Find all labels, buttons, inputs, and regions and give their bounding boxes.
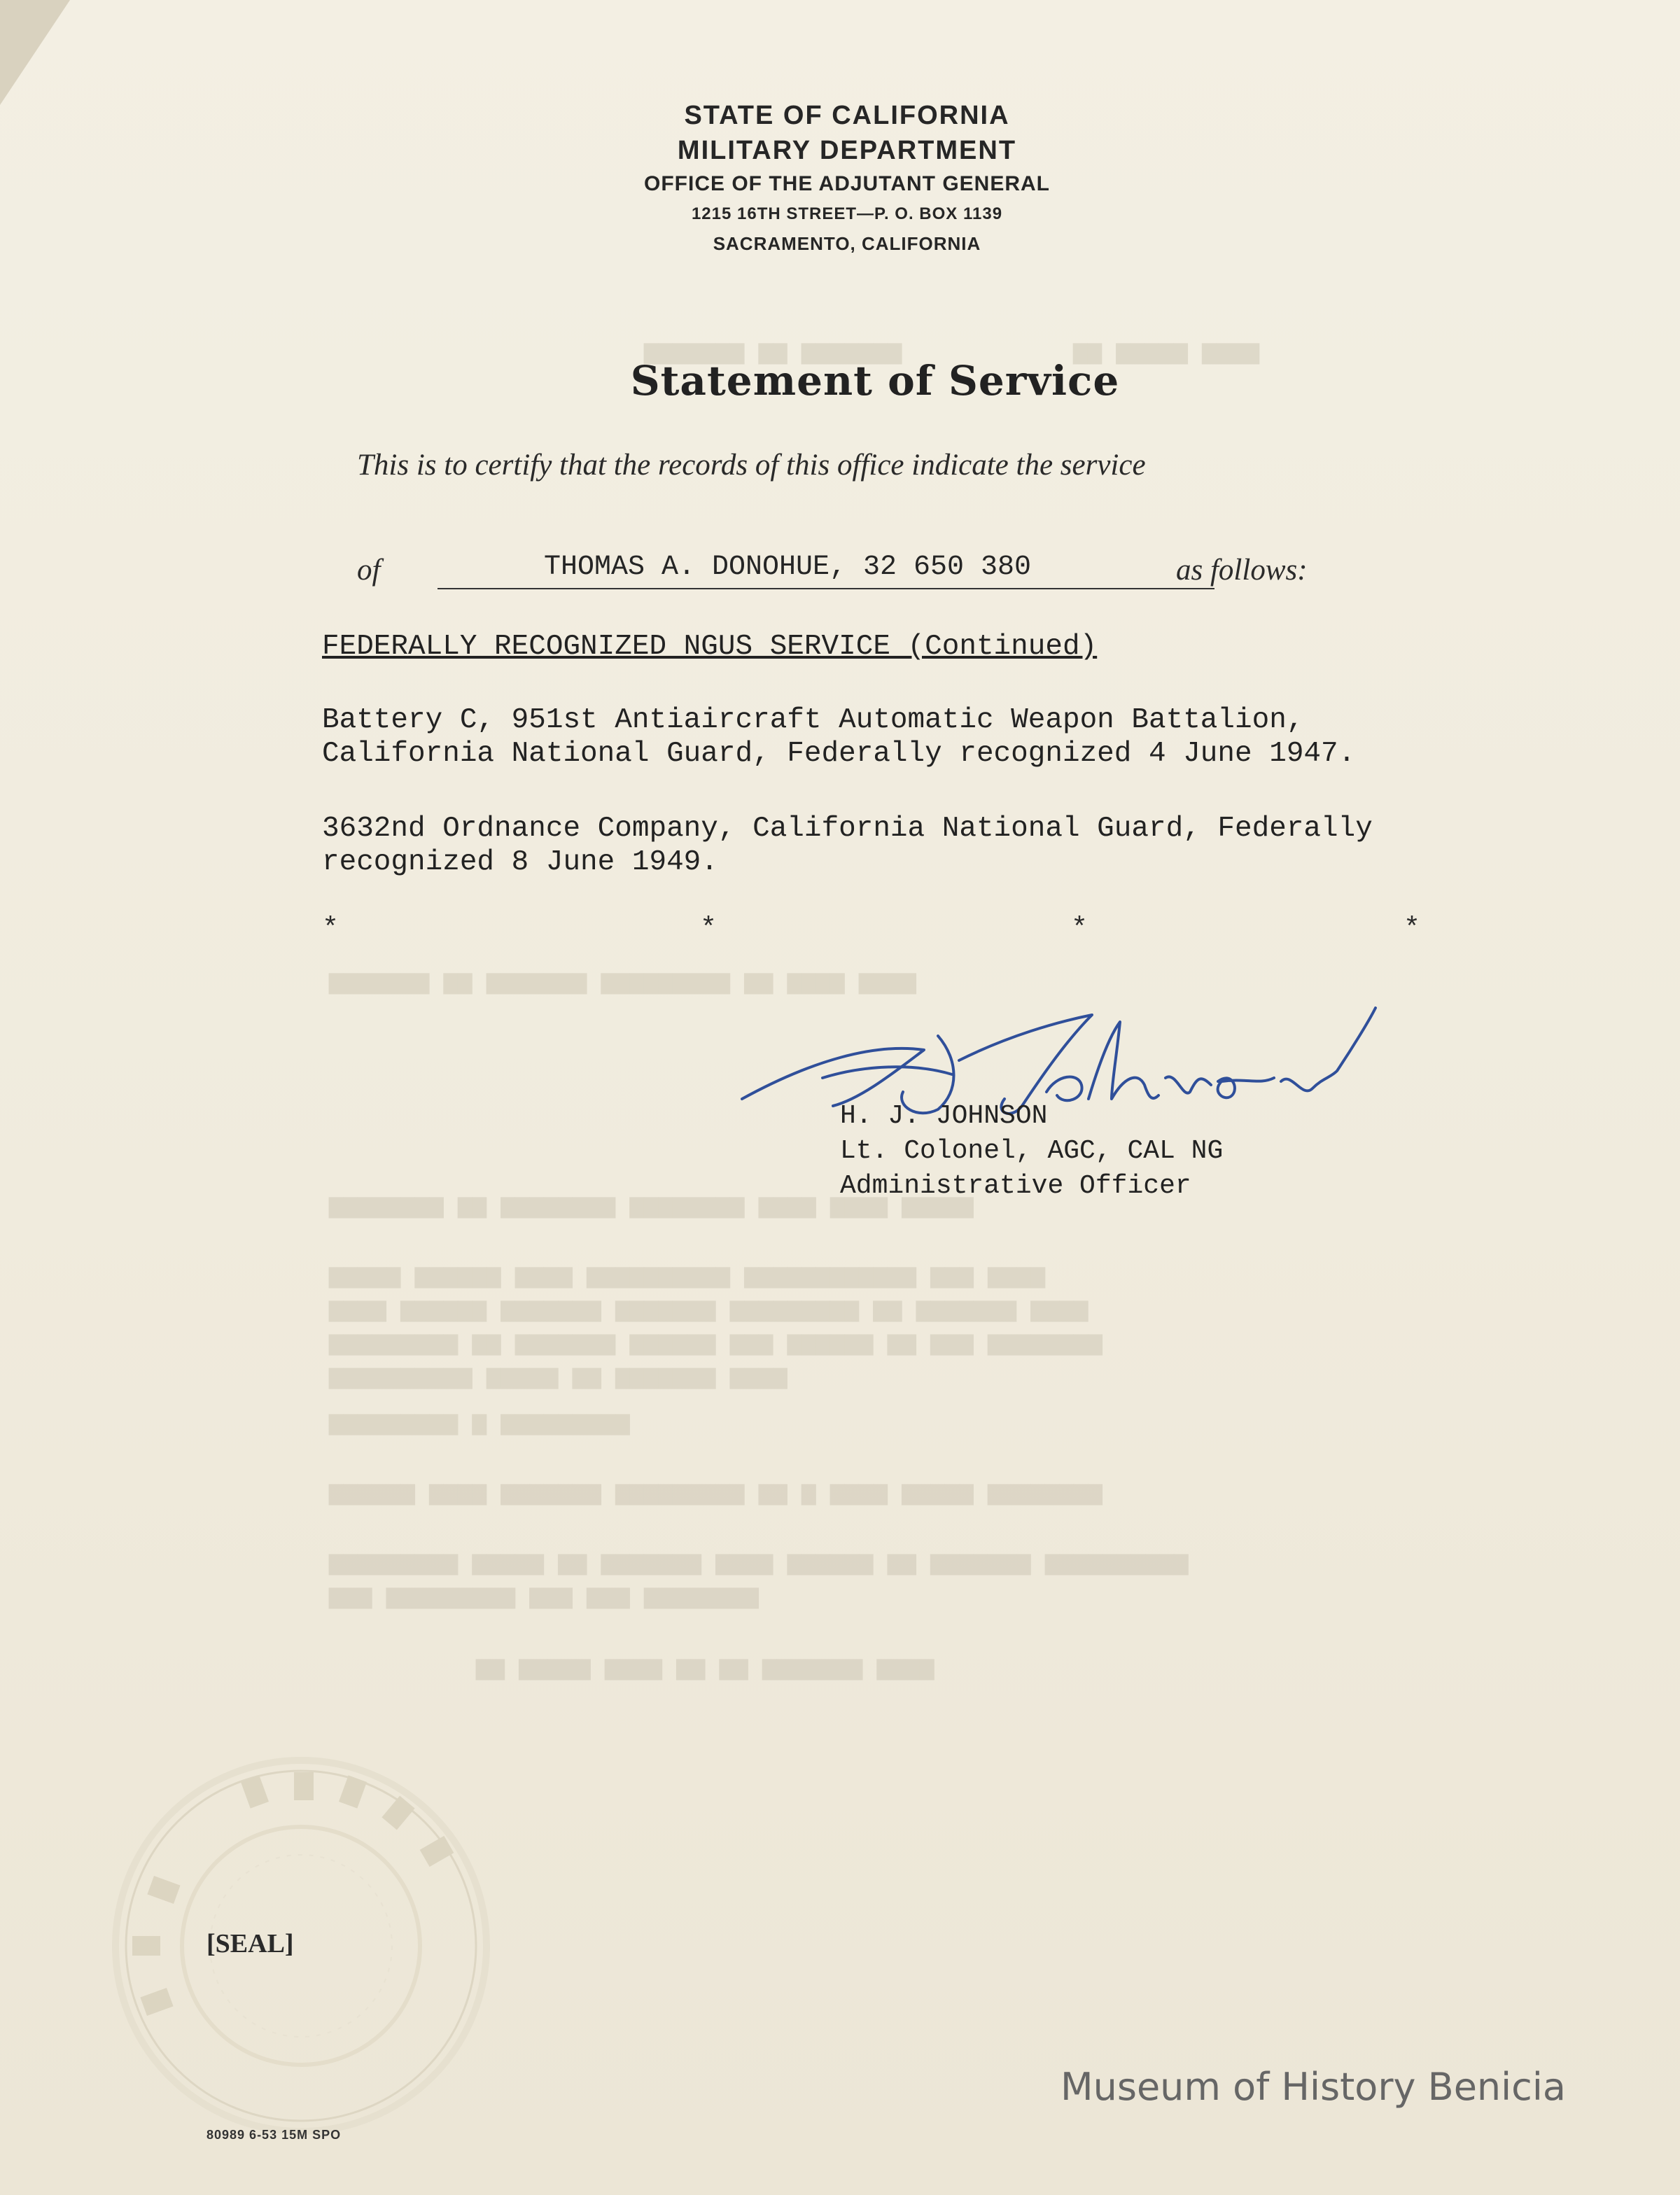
service-member-name: THOMAS A. DONOHUE, 32 650 380 xyxy=(543,552,1032,583)
signer-title: Administrative Officer xyxy=(840,1171,1191,1201)
section-heading: FEDERALLY RECOGNIZED NGUS SERVICE (Continued) xyxy=(322,631,1098,663)
letterhead-office: OFFICE OF THE ADJUTANT GENERAL xyxy=(644,172,1050,195)
document-title: Statement of Service xyxy=(630,357,1120,405)
asterisk: * xyxy=(1071,913,1088,945)
asterisk: * xyxy=(700,913,718,945)
form-number: 80989 6-53 15M SPO xyxy=(206,2128,342,2142)
separator-asterisks xyxy=(322,913,1428,948)
letterhead-address: 1215 16TH STREET—P. O. BOX 1139 xyxy=(691,204,1003,223)
seal-label: [SEAL] xyxy=(206,1929,294,1958)
bleed-through-text-3: ▆▆▆▆▆▆▆▆ ▆▆ ▆▆▆▆▆▆▆▆ ▆▆▆▆▆▆▆▆ ▆▆▆▆ ▆▆▆▆ ▆▆▆▆▆ xyxy=(329,1193,974,1220)
name-underline xyxy=(438,588,1214,589)
folded-corner xyxy=(0,0,70,105)
service-entry-2: 3632nd Ordnance Company, California National Guard, Federally recognized 8 June 1949. xyxy=(322,813,1373,878)
bleed-through-text-8: ▆▆ ▆▆▆▆▆ ▆▆▆▆ ▆▆ ▆▆ ▆▆▆▆▆▆▆ ▆▆▆▆ xyxy=(476,1655,934,1682)
bleed-through-text-4: ▆▆▆▆▆ ▆▆▆▆▆▆ ▆▆▆▆ ▆▆▆▆▆▆▆▆▆▆ ▆▆▆▆▆▆▆▆▆▆▆▆ ▆▆▆ ▆▆▆▆ ▆▆▆▆ ▆▆▆▆▆▆ ▆▆▆▆▆▆▆ ▆▆▆▆▆▆▆ ▆▆▆▆▆▆▆▆▆ ▆▆ ▆▆▆▆▆▆▆ ▆▆▆▆ ▆▆▆▆▆▆▆▆▆ ▆▆ ▆▆▆▆▆▆▆ ▆▆▆▆▆▆ ▆▆▆ ▆▆▆▆▆▆ ▆▆ ▆▆▆ ▆▆▆▆▆▆▆▆ ▆▆▆▆▆▆▆▆▆▆ ▆▆▆▆▆ ▆▆ ▆▆▆▆▆▆▆ ▆▆▆▆ xyxy=(329,1263,1102,1391)
bleed-through-text: ▆▆▆▆▆▆▆ ▆▆ ▆▆▆▆▆▆▆ ▆▆ ▆▆▆▆▆ ▆▆▆▆ xyxy=(644,339,1260,366)
museum-watermark: Museum of History Benicia xyxy=(1060,2065,1566,2109)
letterhead-department: MILITARY DEPARTMENT xyxy=(677,136,1017,165)
asterisk: * xyxy=(1404,913,1421,945)
of-label: of xyxy=(357,554,381,587)
service-member-line xyxy=(357,553,1351,595)
certification-statement: This is to certify that the records of this office indicate the service xyxy=(357,449,1146,482)
signature-block xyxy=(840,1099,1223,1204)
embossed-seal xyxy=(105,1750,497,2142)
service-entry-1: Battery C, 951st Antiaircraft Automatic Weapon Battalion, California National Guard, Federally recognized 4 June 1947. xyxy=(322,704,1356,770)
as-follows-label: as follows: xyxy=(1176,554,1308,587)
signer-rank: Lt. Colonel, AGC, CAL NG xyxy=(840,1136,1224,1166)
signer-name: H. J. JOHNSON xyxy=(840,1101,1048,1131)
letterhead-state: STATE OF CALIFORNIA xyxy=(684,101,1010,130)
bleed-through-text-2: ▆▆▆▆▆▆▆ ▆▆ ▆▆▆▆▆▆▆ ▆▆▆▆▆▆▆▆▆ ▆▆ ▆▆▆▆ ▆▆▆▆ xyxy=(329,969,916,996)
bleed-through-text-5: ▆▆▆▆▆▆▆▆▆ ▆ ▆▆▆▆▆▆▆▆▆ xyxy=(329,1410,630,1437)
asterisk: * xyxy=(322,913,340,945)
letterhead xyxy=(532,98,1162,259)
bleed-through-text-7: ▆▆▆▆▆▆▆▆▆ ▆▆▆▆▆ ▆▆ ▆▆▆▆▆▆▆ ▆▆▆▆ ▆▆▆▆▆▆ ▆▆ ▆▆▆▆▆▆▆ ▆▆▆▆▆▆▆▆▆▆ ▆▆▆ ▆▆▆▆▆▆▆▆▆ ▆▆▆ ▆▆▆ ▆▆▆▆▆▆▆▆ xyxy=(329,1550,1189,1611)
bleed-through-text-6: ▆▆▆▆▆▆ ▆▆▆▆ ▆▆▆▆▆▆▆ ▆▆▆▆▆▆▆▆▆ ▆▆ ▆ ▆▆▆▆ ▆▆▆▆▆ ▆▆▆▆▆▆▆▆ xyxy=(329,1480,1102,1507)
letterhead-city: SACRAMENTO, CALIFORNIA xyxy=(713,233,981,254)
